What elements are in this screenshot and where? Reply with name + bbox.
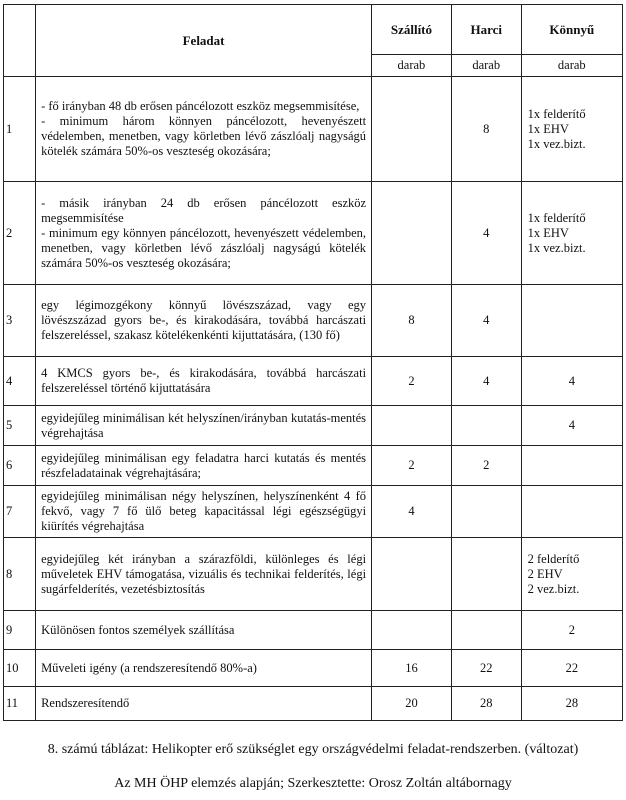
- row-light-value: 2 felderítő 2 EHV 2 vez.bizt.: [521, 538, 622, 611]
- table-row: [4, 285, 623, 357]
- row-transport-value: [372, 538, 452, 611]
- row-combat-value: [451, 611, 521, 650]
- row-number: 9: [4, 611, 36, 650]
- row-transport-value: [372, 182, 452, 285]
- row-number: 8: [4, 538, 36, 611]
- row-light-value: [521, 446, 622, 486]
- helicopter-requirements-table: [3, 4, 623, 721]
- unit-combat: darab: [451, 55, 521, 77]
- row-number: 10: [4, 650, 36, 687]
- table-row: [4, 611, 623, 650]
- header-transport: Szállító: [372, 5, 452, 55]
- row-number: 11: [4, 687, 36, 721]
- row-light-value: [521, 285, 622, 357]
- row-combat-value: [451, 406, 521, 446]
- row-task: 4 KMCS gyors be-, és kirakodására, továbbá harcászati felszereléssel történő kijuttatására: [36, 357, 372, 406]
- row-number: 4: [4, 357, 36, 406]
- header-light: Könnyű: [521, 5, 622, 55]
- row-task: Műveleti igény (a rendszeresítendő 80%-a): [36, 650, 372, 687]
- row-combat-value: 4: [451, 357, 521, 406]
- row-number: 7: [4, 486, 36, 538]
- row-combat-value: 22: [451, 650, 521, 687]
- table-row: [4, 687, 623, 721]
- row-number: 6: [4, 446, 36, 486]
- header-combat: Harci: [451, 5, 521, 55]
- table-row: [4, 182, 623, 285]
- table-row: [4, 538, 623, 611]
- row-transport-value: 16: [372, 650, 452, 687]
- row-light-value: 1x felderítő 1x EHV 1x vez.bizt.: [521, 182, 622, 285]
- row-light-value: 1x felderítő 1x EHV 1x vez.bizt.: [521, 77, 622, 182]
- row-task: Különösen fontos személyek szállítása: [36, 611, 372, 650]
- table-row: [4, 357, 623, 406]
- row-combat-value: 28: [451, 687, 521, 721]
- unit-transport: darab: [372, 55, 452, 77]
- row-combat-value: 2: [451, 446, 521, 486]
- row-transport-value: [372, 77, 452, 182]
- table-header-row: [4, 5, 623, 55]
- header-number-cell: [4, 5, 36, 77]
- row-light-value: 2: [521, 611, 622, 650]
- row-task: egyidejűleg minimálisan négy helyszínen, helyszínenként 4 fő fekvő, vagy 7 fő ülő beteg kapacitással légi egészségügyi kiürítés végrehajtása: [36, 486, 372, 538]
- row-light-value: [521, 486, 622, 538]
- header-task: Feladat: [36, 5, 372, 77]
- row-transport-value: 2: [372, 357, 452, 406]
- row-task: egyidejűleg minimálisan két helyszínen/irányban kutatás-mentés végrehajtása: [36, 406, 372, 446]
- row-number: 2: [4, 182, 36, 285]
- row-number: 5: [4, 406, 36, 446]
- row-light-value: 4: [521, 357, 622, 406]
- row-combat-value: [451, 486, 521, 538]
- row-light-value: 28: [521, 687, 622, 721]
- row-number: 3: [4, 285, 36, 357]
- row-task: egy légimozgékony könnyű lövészszázad, vagy egy lövészszázad gyors be-, és kirakodására, továbbá harcászati felszereléssel, szakasz kötelékenkénti kijuttatására, (130 fő): [36, 285, 372, 357]
- row-number: 1: [4, 77, 36, 182]
- row-transport-value: 8: [372, 285, 452, 357]
- table-row: [4, 406, 623, 446]
- table-row: [4, 650, 623, 687]
- unit-light: darab: [521, 55, 622, 77]
- row-light-value: 4: [521, 406, 622, 446]
- row-task: - fő irányban 48 db erősen páncélozott eszköz megsemmisítése, - minimum három könnyen páncélozott, hevenyészett védelemben, menetben, vagy körletben lévő zászlóalj nagyságú kötelék számára 50%-os veszteség okozására;: [36, 77, 372, 182]
- row-task: Rendszeresítendő: [36, 687, 372, 721]
- table-caption: 8. számú táblázat: Helikopter erő szükséglet egy országvédelmi feladat-rendszerben. (változat): [47, 742, 579, 757]
- row-combat-value: 4: [451, 182, 521, 285]
- row-transport-value: [372, 406, 452, 446]
- row-task: egyidejűleg minimálisan egy feladatra harci kutatás és mentés részfeladatainak végrehajtására;: [36, 446, 372, 486]
- table-row: [4, 486, 623, 538]
- row-transport-value: 20: [372, 687, 452, 721]
- table-source: Az MH ÖHP elemzés alapján; Szerkesztette: Orosz Zoltán altábornagy: [114, 776, 512, 791]
- row-task: - másik irányban 24 db erősen páncélozott eszköz megsemmisítése - minimum egy könnyen páncélozott, hevenyészett védelemben, menetben, vagy körletben lévő zászlóalj nagyságú kötelék számára 50%-os veszteség okozására;: [36, 182, 372, 285]
- row-combat-value: [451, 538, 521, 611]
- row-combat-value: 4: [451, 285, 521, 357]
- row-transport-value: [372, 611, 452, 650]
- table-row: [4, 446, 623, 486]
- row-task: egyidejűleg két irányban a szárazföldi, különleges és légi műveletek EHV támogatása, vizuális és technikai felderítés, légi sugárfelderítés, vezetésbiztosítás: [36, 538, 372, 611]
- row-transport-value: 2: [372, 446, 452, 486]
- table-row: [4, 77, 623, 182]
- row-transport-value: 4: [372, 486, 452, 538]
- row-light-value: 22: [521, 650, 622, 687]
- row-combat-value: 8: [451, 77, 521, 182]
